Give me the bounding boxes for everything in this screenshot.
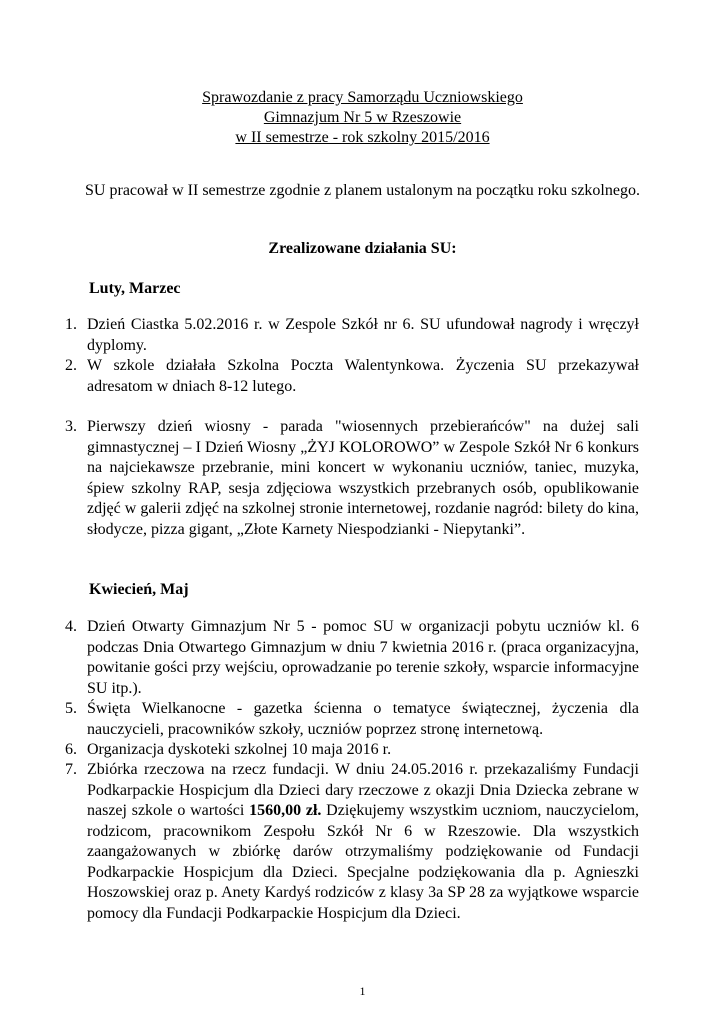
donation-amount: 1560,00 zł.: [249, 802, 322, 819]
list-item: [65, 417, 639, 540]
donation-text-before: Zbiórka rzeczowa na rzecz fundacji. W dniu 24.05.2016 r. przekazaliśmy Fundacji Podkarpackie Hospicjum dla Dzieci dary rzeczowe z okazji Dnia Dziecka zebrane w naszej szkole o wartości: [87, 761, 639, 819]
list-item-text: Dzień Otwarty Gimnazjum Nr 5 - pomoc SU w organizacji pobytu uczniów kl. 6 podczas Dnia Otwartego Gimnazjum w dniu 7 kwietnia 2016 r. (praca organizacyjna, powitanie gości przy wejściu, oprowadzanie po terenie szkoły, wsparcie informacyjne SU itp.).: [87, 618, 639, 697]
list-item-text: W szkole działała Szkolna Poczta Walentynkowa. Życzenia SU przekazywał adresatom w dniach 8-12 lutego.: [87, 357, 639, 395]
list-item-text: Święta Wielkanocne - gazetka ścienna o tematyce świątecznej, życzenia dla nauczycieli, pracowników szkoły, uczniów poprzez stronę internetową.: [87, 700, 639, 738]
page-number: 1: [359, 984, 366, 998]
section-heading-apr-may: Kwiecień, Maj: [89, 581, 189, 598]
list-item-number: 3.: [65, 418, 77, 435]
list-item-number: 6.: [65, 741, 77, 758]
list-item-text: [87, 760, 639, 924]
list-item: [65, 760, 639, 924]
list-item: [65, 617, 639, 699]
title-line-1: Sprawozdanie z pracy Samorządu Uczniowskiego: [202, 89, 523, 106]
intro-paragraph: SU pracował w II semestrze zgodnie z planem ustalonym na początku roku szkolnego.: [85, 182, 640, 199]
list-item-text: Pierwszy dzień wiosny - parada "wiosennych przebierańców" na dużej sali gimnastycznej – I Dzień Wiosny „ŻYJ KOLOROWO” w Zespole Szkół Nr 6 konkurs na najciekawsze przebranie, mini koncert w wykonaniu uczniów, taniec, muzyka, śpiew szkolny RAP, sesja zdjęciowa wszystkich przebranych osób, opublikowanie zdjęć w galerii zdjęć na szkolnej stronie internetowej, rozdanie nagród: bilety do kina, słodycze, pizza gigant, „Złote Karnety Niespodzianki - Niepytanki”.: [87, 418, 639, 538]
title-line-3: w II semestrze - rok szkolny 2015/2016: [235, 129, 490, 146]
list-item: [65, 356, 639, 397]
report-title: [0, 88, 725, 148]
title-line-2: Gimnazjum Nr 5 w Rzeszowie: [263, 109, 462, 126]
list-item-text: Dzień Ciastka 5.02.2016 r. w Zespole Szkół nr 6. SU ufundował nagrody i wręczył dyplomy.: [87, 316, 639, 354]
list-item-number: 4.: [65, 618, 77, 635]
donation-text-after: Dziękujemy wszystkim uczniom, nauczycielom, rodzicom, pracownikom Zespołu Szkół Nr 6 w Rzeszowie. Dla wszystkich zaangażowanych w zbiórkę darów otrzymaliśmy podziękowanie od Fundacji Podkarpackie Hospicjum dla Dzieci. Specjalne podziękowania dla p. Agnieszki Hoszowskiej oraz p. Anety Kardyś rodziców z klasy 3a SP 28 za wyjątkowe wsparcie pomocy dla Fundacji Podkarpackie Hospicjum dla Dzieci.: [87, 802, 640, 922]
list-item-number: 2.: [65, 357, 77, 374]
list-item: [65, 315, 639, 356]
section-heading-feb-mar: Luty, Marzec: [89, 280, 181, 297]
list-item: [65, 699, 639, 740]
list-item-text: Organizacja dyskoteki szkolnej 10 maja 2016 r.: [87, 741, 392, 758]
list-item-number: 7.: [65, 761, 77, 778]
activities-heading: Zrealizowane działania SU:: [268, 240, 457, 257]
list-item-number: 1.: [65, 316, 77, 333]
list-item-number: 5.: [65, 700, 77, 717]
list-item: [65, 740, 639, 761]
